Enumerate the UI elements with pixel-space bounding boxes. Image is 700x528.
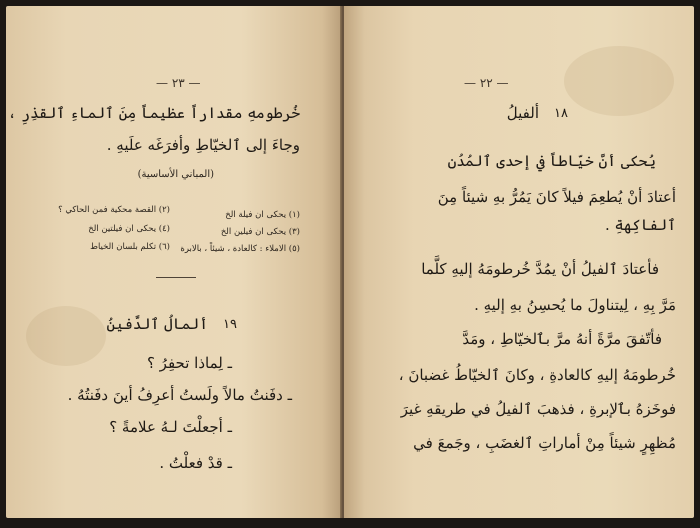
lesson-number: ١٩ — [223, 317, 237, 332]
lesson-title: ألمالُ ٱلدَّفينُ — [106, 315, 208, 333]
dialogue-line: ـ أجعلْتَ لـهُ علامةً ؟ — [109, 418, 232, 436]
basics-item: (٣) يحكى ان فيلين الخ — [220, 227, 300, 237]
dialogue-line: ـ دفَنتُ مالاً ولَستُ أعرِفُ أينَ دفَنتُهُ . — [67, 386, 292, 404]
text-line: يُحكى أنَّ خيّاطاً في إحدى ٱلمُدُنِ — [447, 152, 656, 170]
basics-item: (٢) القصة محكية فمن الحاكي ؟ — [58, 205, 170, 215]
book-spread — [6, 6, 694, 518]
left-page — [6, 6, 342, 518]
basics-item: (٦) تكلم بلسان الخياط — [90, 242, 170, 252]
text-line: ٱلفاكِهةِ . — [604, 216, 676, 234]
dialogue-line: ـ لِماذا تحفِرُ ؟ — [146, 354, 232, 372]
right-page — [344, 6, 694, 518]
paper-stain — [26, 306, 106, 366]
text-line: خُرطومهِ مقداراً عظيماً مِنَ ٱلماءِ ٱلقذِرِ ، — [7, 104, 300, 122]
text-line: فأعتادَ ٱلفيلُ أنْ يمُدَّ خُرطومَهُ إليهِ كلَّما — [421, 260, 659, 278]
text-line: فوخَزهُ بٱلإبرةِ ، فذهبَ ٱلفيلُ في طريقهِ غيرَ — [400, 400, 676, 418]
page-number: — ٢٣ — — [156, 76, 201, 90]
text-line: مَرَّ بِهِ ، لِيتناولَ ما يُحسِنُ بهِ إليهِ . — [474, 296, 676, 314]
section-divider — [156, 277, 196, 278]
text-line: أعتادَ أنْ يُطعِمَ فيلاً كانَ يَمُرُّ بهِ شيئاً مِنَ — [437, 188, 676, 206]
basics-heading: (المباني الأساسية) — [137, 169, 214, 180]
dialogue-line: ـ قدْ فعلْتُ . — [159, 454, 232, 472]
basics-item: (٤) يحكى ان فيلتين الخ — [88, 224, 170, 234]
paper-stain — [564, 46, 674, 116]
text-line: مُظهِرٍ شيئاً مِنْ أماراتِ ٱلغضَبِ ، وجَمعَ في — [413, 434, 676, 452]
lesson-title: ألفيلُ — [506, 104, 539, 122]
basics-item: (٥) الاملاء : كالعادة ، شيئاً ، بالابرة — [180, 244, 300, 254]
lesson-number: ١٨ — [554, 106, 568, 121]
basics-item: (١) يحكى ان فيلة الخ — [225, 210, 300, 220]
text-line: فأتّفقَ مرَّةً أنهُ مرَّ بٱلخيّاطِ ، ومَدَّ — [462, 330, 662, 348]
text-line: خُرطومَهُ إليهِ كالعادةِ ، وكانَ ٱلخيّاطُ غضبانَ ، — [398, 366, 676, 384]
page-number: — ٢٢ — — [464, 76, 509, 90]
text-line: وجاءَ إلى ٱلخيّاطِ وأفرَغَه علَيهِ . — [106, 136, 300, 154]
